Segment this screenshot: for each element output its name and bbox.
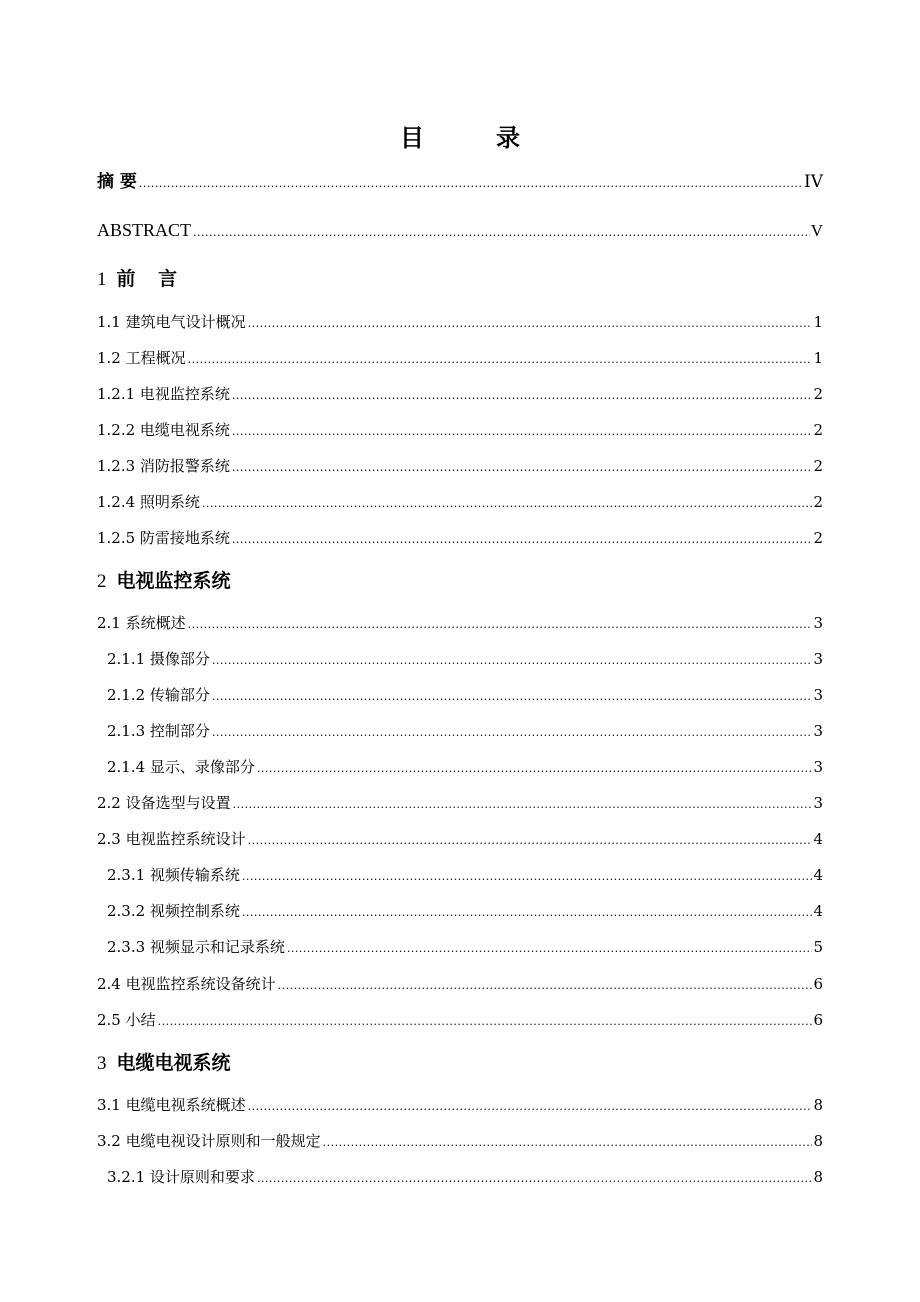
toc-entry[interactable] (97, 384, 823, 406)
dot-leader (323, 1133, 813, 1153)
chapter-number: 1 (97, 269, 107, 290)
dot-leader (232, 386, 813, 406)
toc-entry-label: 2.1 系统概述 (97, 614, 186, 632)
toc-entry[interactable] (107, 937, 823, 959)
toc-entry[interactable] (107, 685, 823, 707)
toc-entry-label: 2.3.3 视频显示和记录系统 (107, 938, 285, 956)
toc-entry-page: 1 (813, 313, 823, 331)
toc-entry-label: 1.2.1 电视监控系统 (97, 385, 230, 403)
toc-entry[interactable] (97, 420, 823, 442)
dot-leader (257, 1169, 813, 1189)
toc-entry[interactable] (97, 974, 823, 996)
toc-entry-abstract-cn[interactable] (97, 172, 823, 194)
toc-entry-label: 3.1 电缆电视系统概述 (97, 1096, 246, 1114)
dot-leader (212, 687, 813, 707)
toc-entry-label: 2.3.1 视频传输系统 (107, 866, 240, 884)
toc-entry-page: 3 (813, 650, 823, 668)
toc-entry-page: 4 (813, 866, 823, 884)
dot-leader (278, 976, 813, 996)
toc-entry-page: 4 (813, 830, 823, 848)
dot-leader (248, 314, 813, 334)
toc-entry-label: 3.2 电缆电视设计原则和一般规定 (97, 1132, 321, 1150)
toc-entry-page: 8 (813, 1168, 823, 1186)
toc-entry[interactable] (97, 456, 823, 478)
toc-entry[interactable] (97, 312, 823, 334)
toc-entry-page: 8 (813, 1096, 823, 1114)
toc-entry-page: 2 (813, 493, 823, 511)
toc-entry[interactable] (107, 649, 823, 671)
toc-entry-label: ABSTRACT (97, 220, 192, 240)
dot-leader (242, 867, 813, 887)
toc-entry-label: 1.2 工程概况 (97, 349, 186, 367)
toc-entry-page: 2 (813, 457, 823, 475)
toc-entry[interactable] (97, 1131, 823, 1153)
toc-entry[interactable] (107, 721, 823, 743)
toc-entry[interactable] (97, 1095, 823, 1117)
dot-leader (242, 903, 813, 923)
toc-entry[interactable] (107, 865, 823, 887)
chapter-heading-1[interactable] (97, 267, 185, 292)
toc-entry-label: 2.1.1 摄像部分 (107, 650, 210, 668)
toc-entry-page: 6 (813, 1011, 823, 1029)
dot-leader (188, 350, 813, 370)
toc-entry-page: 3 (813, 614, 823, 632)
toc-entry-page: 8 (813, 1132, 823, 1150)
toc-entry[interactable] (97, 613, 823, 635)
toc-entry-abstract-en[interactable] (97, 220, 823, 243)
toc-entry[interactable] (107, 1167, 823, 1189)
toc-entry-label: 2.2 设备选型与设置 (97, 794, 231, 812)
dot-leader (232, 530, 813, 550)
dot-leader (287, 939, 813, 959)
toc-entry-page: 5 (813, 938, 823, 956)
toc-entry-label: 2.3.2 视频控制系统 (107, 902, 240, 920)
toc-title: 目 录 (400, 124, 544, 152)
toc-entry-page: 3 (813, 794, 823, 812)
dot-leader (188, 615, 813, 635)
chapter-number: 2 (97, 571, 107, 592)
dot-leader (248, 831, 813, 851)
toc-entry-page: 1 (813, 349, 823, 367)
chapter-title: 前 言 (116, 268, 186, 290)
toc-entry-label: 1.1 建筑电气设计概况 (97, 313, 246, 331)
toc-entry-page: 6 (813, 975, 823, 993)
dot-leader (212, 651, 813, 671)
toc-entry-label: 2.4 电视监控系统设备统计 (97, 975, 276, 993)
dot-leader (202, 494, 813, 514)
toc-entry-page: V (810, 221, 823, 240)
chapter-number: 3 (97, 1053, 107, 1074)
toc-entry[interactable] (97, 829, 823, 851)
toc-entry-page: 4 (813, 902, 823, 920)
toc-entry-label: 1.2.2 电缆电视系统 (97, 421, 230, 439)
toc-entry-label: 1.2.5 防雷接地系统 (97, 529, 230, 547)
dot-leader (158, 1012, 813, 1032)
toc-entry-page: 2 (813, 529, 823, 547)
dot-leader (193, 223, 810, 243)
toc-entry-page: IV (804, 172, 823, 192)
chapter-title: 电缆电视系统 (116, 1052, 231, 1074)
toc-entry[interactable] (107, 757, 823, 779)
chapter-heading-2[interactable] (97, 569, 231, 594)
toc-entry-label: 摘 要 (97, 172, 137, 192)
toc-entry-label: 2.1.3 控制部分 (107, 722, 210, 740)
toc-entry-label: 2.1.2 传输部分 (107, 686, 210, 704)
toc-entry-label: 1.2.4 照明系统 (97, 493, 200, 511)
toc-entry-label: 2.1.4 显示、录像部分 (107, 758, 255, 776)
toc-entry-label: 2.3 电视监控系统设计 (97, 830, 246, 848)
toc-entry-page: 2 (813, 385, 823, 403)
toc-entry-label: 2.5 小结 (97, 1011, 156, 1029)
toc-entry-label: 1.2.3 消防报警系统 (97, 457, 230, 475)
dot-leader (232, 422, 813, 442)
dot-leader (232, 458, 813, 478)
dot-leader (212, 723, 813, 743)
dot-leader (233, 795, 813, 815)
toc-entry[interactable] (97, 492, 823, 514)
chapter-heading-3[interactable] (97, 1051, 231, 1076)
toc-entry[interactable] (97, 348, 823, 370)
toc-entry[interactable] (97, 793, 823, 815)
dot-leader (139, 174, 803, 194)
toc-entry-page: 3 (813, 758, 823, 776)
dot-leader (248, 1097, 813, 1117)
dot-leader (257, 759, 813, 779)
chapter-title: 电视监控系统 (116, 570, 231, 592)
toc-entry[interactable] (97, 528, 823, 550)
toc-entry[interactable] (107, 901, 823, 923)
toc-entry-page: 3 (813, 686, 823, 704)
toc-entry-page: 2 (813, 421, 823, 439)
toc-entry-label: 3.2.1 设计原则和要求 (107, 1168, 255, 1186)
toc-entry-page: 3 (813, 722, 823, 740)
toc-entry[interactable] (97, 1010, 823, 1032)
